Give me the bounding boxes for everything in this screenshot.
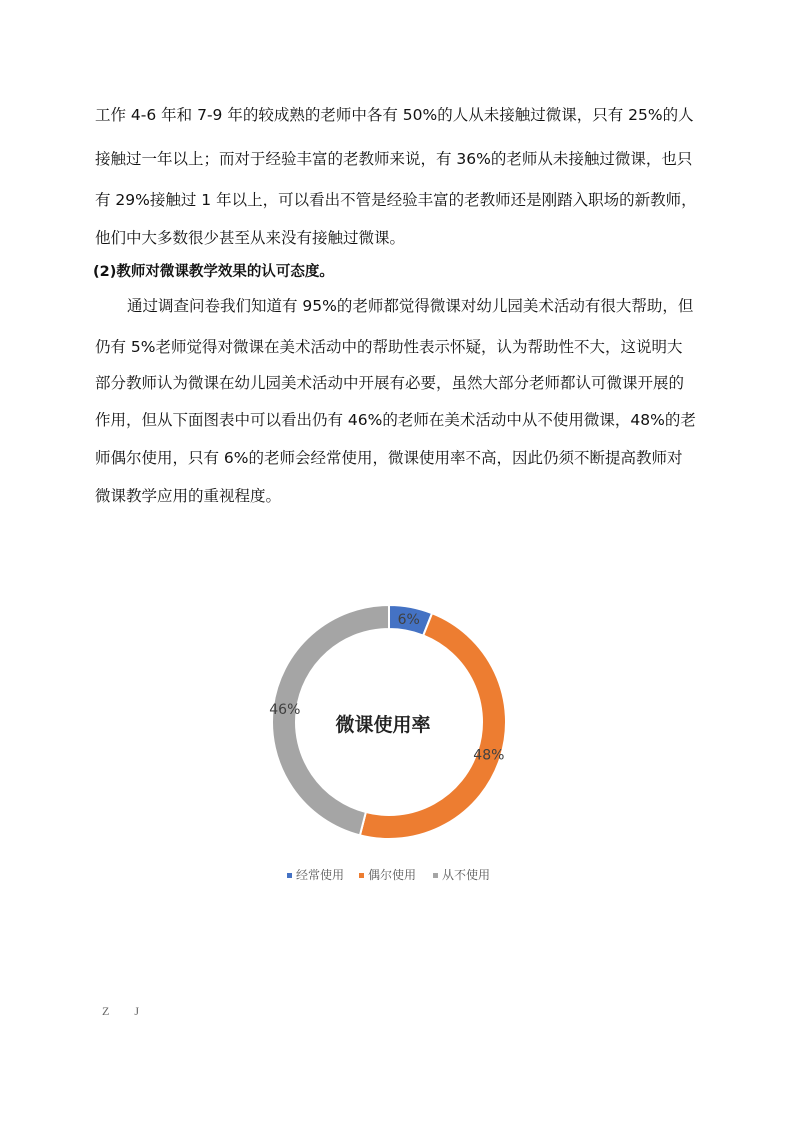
footer-mark: Z <box>102 1004 110 1018</box>
section-heading: (2)教师对微课教学效果的认可态度。 <box>93 264 334 280</box>
chart-data-labels <box>269 612 504 764</box>
legend-item <box>287 867 344 882</box>
paragraph-line: 有 29%接触过 1 年以上，可以看出不管是经验丰富的老教师还是刚踏入职场的新教师， <box>95 191 697 209</box>
legend-label: 从不使用 <box>442 868 491 882</box>
paragraph-line: 作用，但从下面图表中可以看出仍有 46%的老师在美术活动中从不使用微课，48%的老 <box>95 411 696 429</box>
paragraph-line: 部分教师认为微课在幼儿园美术活动中开展有必要，虽然大部分老师都认可微课开展的 <box>95 374 685 392</box>
chart-title: 微课使用率 <box>335 714 431 736</box>
paragraph-line: 师偶尔使用，只有 6%的老师会经常使用，微课使用率不高，因此仍须不断提高教师对 <box>95 449 683 467</box>
legend-item <box>433 867 490 882</box>
paragraph-line: 工作 4-6 年和 7-9 年的较成熟的老师中各有 50%的人从未接触过微课，只有 25%的人 <box>95 106 694 124</box>
usage-doughnut-chart <box>0 560 794 920</box>
footer-mark: J <box>134 1004 140 1018</box>
chart-legend <box>287 867 490 882</box>
legend-swatch <box>433 873 438 878</box>
paragraph-line: 通过调查问卷我们知道有 95%的老师都觉得微课对幼儿园美术活动有很大帮助，但 <box>127 297 694 315</box>
legend-label: 经常使用 <box>296 868 345 882</box>
paragraph-line: 仍有 5%老师觉得对微课在美术活动中的帮助性表示怀疑，认为帮助性不大，这说明大 <box>95 338 683 356</box>
paragraph-line: 他们中大多数很少甚至从来没有接触过微课。 <box>95 229 406 247</box>
page-footer <box>102 1004 161 1019</box>
legend-swatch <box>287 873 292 878</box>
legend-label: 偶尔使用 <box>368 868 417 882</box>
data-label: 46% <box>269 701 301 718</box>
data-label: 48% <box>473 747 505 764</box>
legend-item <box>359 867 416 882</box>
data-label: 6% <box>397 611 420 628</box>
legend-swatch <box>359 873 364 878</box>
paragraph-line: 微课教学应用的重视程度。 <box>95 487 282 505</box>
paragraph-line: 接触过一年以上；而对于经验丰富的老教师来说，有 36%的老师从未接触过微课，也只 <box>95 150 693 168</box>
